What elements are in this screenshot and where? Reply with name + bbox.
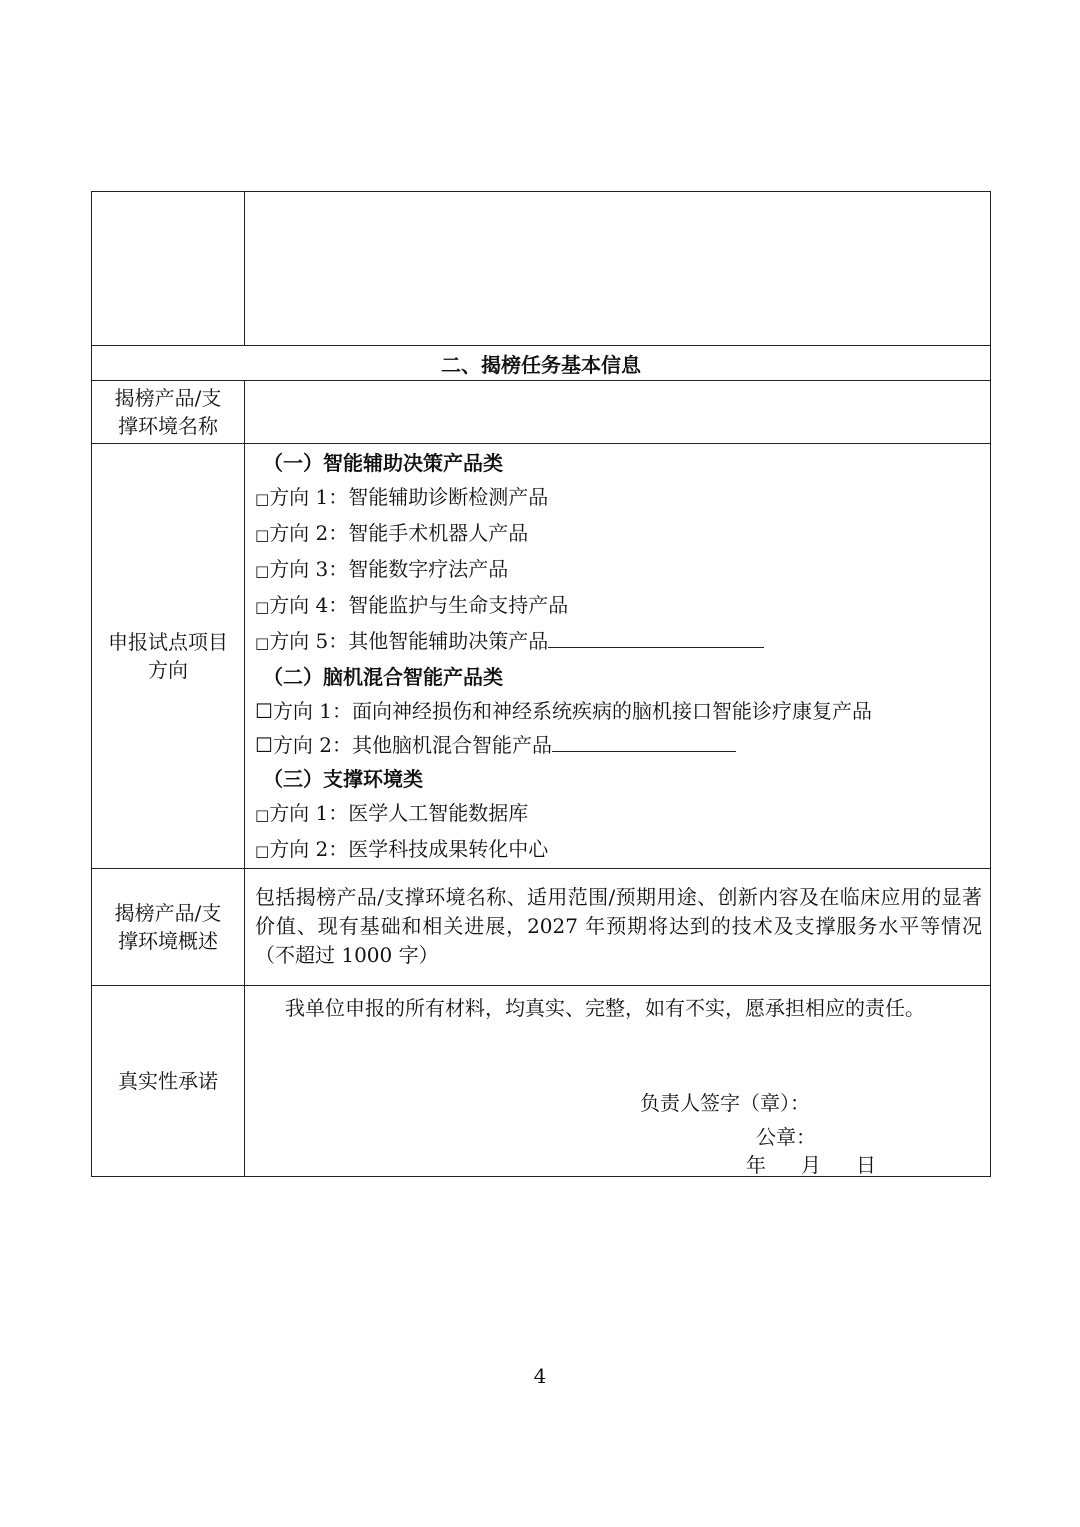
application-form-table xyxy=(91,191,991,1177)
promise-row xyxy=(92,986,991,1177)
option-label: 方向 4：智能监护与生命支持产品 xyxy=(269,593,569,617)
checkbox-icon[interactable]: □ xyxy=(255,526,270,544)
checkbox-icon[interactable]: ☐ xyxy=(255,699,273,723)
direction-row xyxy=(92,444,991,869)
product-name-label xyxy=(92,381,245,444)
direction-option[interactable] xyxy=(255,516,980,552)
fill-in-blank[interactable] xyxy=(552,733,736,752)
overview-label xyxy=(92,869,245,986)
date-month-label: 月 xyxy=(801,1153,821,1177)
page-number: 4 xyxy=(533,1364,547,1388)
option-label: 方向 1：医学人工智能数据库 xyxy=(269,801,529,825)
direction-options-cell xyxy=(245,444,991,869)
option-label: 方向 2：智能手术机器人产品 xyxy=(269,521,529,545)
overview-label-line1: 揭榜产品/支 xyxy=(114,901,222,925)
category-title: （三）支撑环境类 xyxy=(263,767,423,791)
section-title-row xyxy=(92,346,991,381)
checkbox-icon[interactable]: □ xyxy=(255,842,270,860)
date-year-label: 年 xyxy=(746,1153,766,1177)
category-title: （二）脑机混合智能产品类 xyxy=(263,665,503,689)
overview-label-line2: 撑环境概述 xyxy=(118,929,218,953)
checkbox-icon[interactable]: □ xyxy=(255,806,270,824)
checkbox-icon[interactable]: □ xyxy=(255,562,270,580)
direction-option[interactable] xyxy=(255,832,980,868)
product-name-label-line1: 揭榜产品/支 xyxy=(114,386,222,410)
direction-label-line2: 方向 xyxy=(148,658,188,682)
direction-option[interactable] xyxy=(255,588,980,624)
promise-content-cell xyxy=(245,986,991,1177)
promise-statement: 我单位申报的所有材料，均真实、完整，如有不实，愿承担相应的责任。 xyxy=(285,996,925,1020)
direction-option[interactable] xyxy=(255,694,980,728)
category-title: （一）智能辅助决策产品类 xyxy=(263,451,503,475)
product-name-row xyxy=(92,381,991,444)
checkbox-icon[interactable]: □ xyxy=(255,634,270,652)
direction-option[interactable] xyxy=(255,796,980,832)
product-name-label-line2: 撑环境名称 xyxy=(118,414,218,438)
overview-field[interactable]: 包括揭榜产品/支撑环境名称、适用范围/预期用途、创新内容及在临床应用的显著价值、现有基础和相关进展，2027 年预期将达到的技术及支撑服务水平等情况（不超过 1000 字） xyxy=(245,869,991,986)
previous-label-cell xyxy=(92,192,245,346)
checkbox-icon[interactable]: ☐ xyxy=(255,733,273,757)
section-title: 二、揭榜任务基本信息 xyxy=(92,346,991,381)
direction-option[interactable] xyxy=(255,480,980,516)
overview-row xyxy=(92,869,991,986)
product-name-field[interactable] xyxy=(245,381,991,444)
seal-label[interactable]: 公章： xyxy=(756,1125,816,1149)
promise-label: 真实性承诺 xyxy=(92,986,245,1177)
option-label: 方向 1：智能辅助诊断检测产品 xyxy=(269,485,549,509)
fill-in-blank[interactable] xyxy=(548,629,764,648)
previous-content-cell xyxy=(245,192,991,346)
checkbox-icon[interactable]: □ xyxy=(255,598,270,616)
option-label: 方向 3：智能数字疗法产品 xyxy=(269,557,509,581)
date-day-label: 日 xyxy=(856,1153,876,1177)
option-label: 方向 2：其他脑机混合智能产品 xyxy=(272,733,553,757)
direction-option[interactable] xyxy=(255,552,980,588)
option-label: 方向 1：面向神经损伤和神经系统疾病的脑机接口智能诊疗康复产品 xyxy=(272,699,873,723)
direction-label xyxy=(92,444,245,869)
previous-section-row xyxy=(92,192,991,346)
option-label: 方向 5：其他智能辅助决策产品 xyxy=(269,629,549,653)
checkbox-icon[interactable]: □ xyxy=(255,490,270,508)
direction-option[interactable] xyxy=(255,728,980,762)
direction-option[interactable] xyxy=(255,624,980,660)
signature-label[interactable]: 负责人签字（章）： xyxy=(640,1091,810,1115)
direction-label-line1: 申报试点项目 xyxy=(108,630,228,654)
option-label: 方向 2：医学科技成果转化中心 xyxy=(269,837,549,861)
